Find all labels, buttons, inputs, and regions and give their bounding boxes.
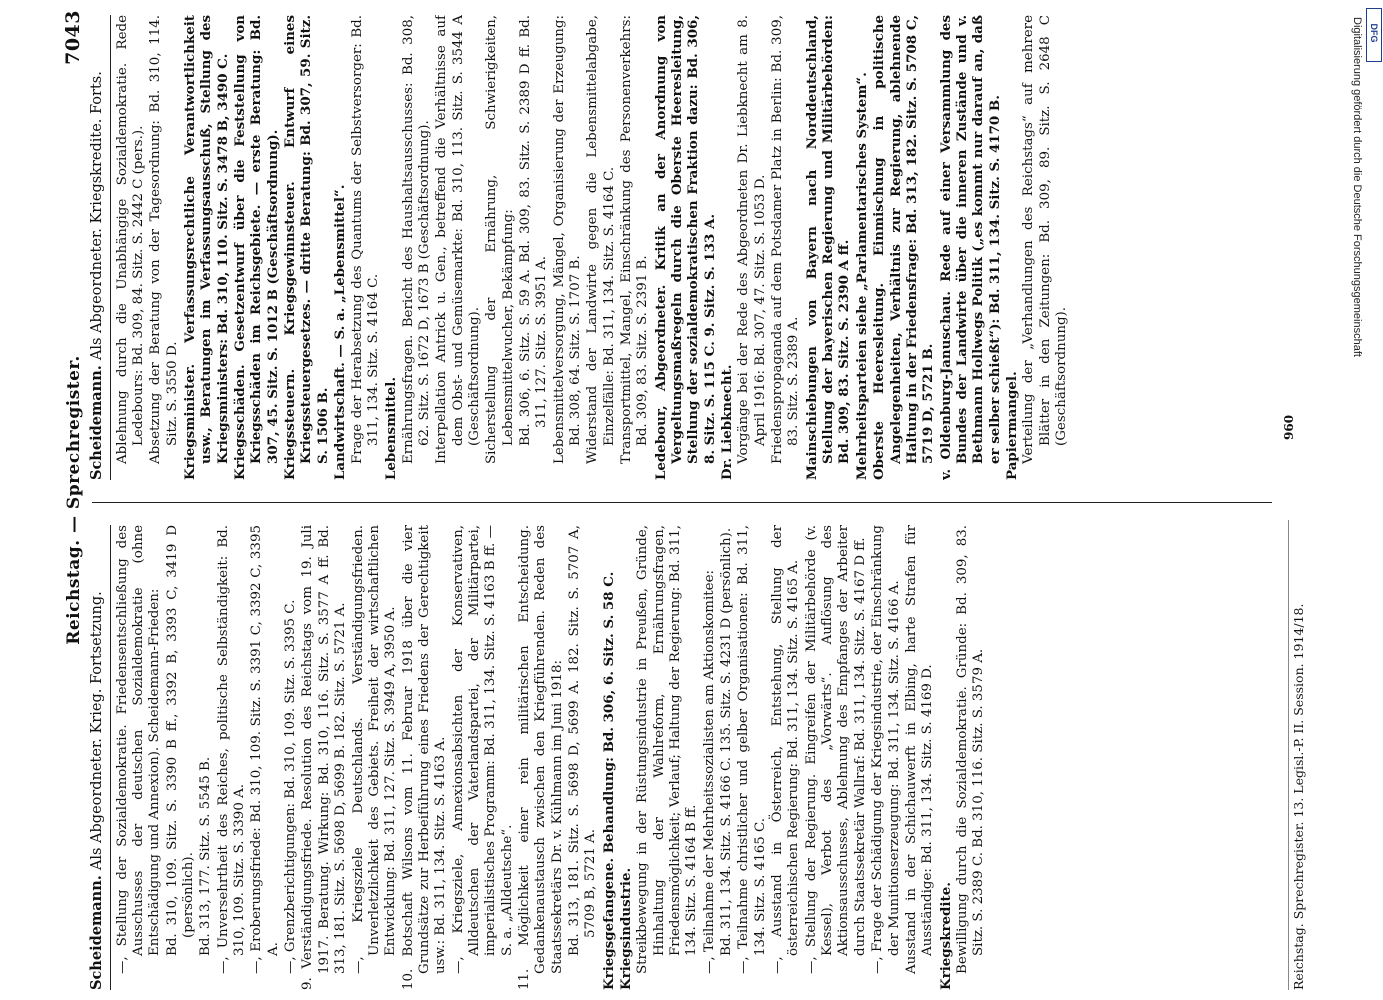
register-entry: Interpellation Antrick u. Gen., betreffend die Verhältnisse auf dem Obst- und Gemüsemarkte: Bd. 310, 113. Sitz. S. 3544 A (Geschäftsordnung). <box>434 15 482 464</box>
page-header <box>60 0 90 1000</box>
register-entry: Kriegsminister. Verfassungsrechtliche Verantwortlichkeit usw., Beratungen im Verfassungsausschuß, Stellung des Kriegsministers: Bd. 310, 110. Sitz. S. 3478 B, 3490 C. <box>182 15 231 480</box>
register-entry: Ernährungsfragen. Bericht des Haushaltsausschusses: Bd. 308, 62. Sitz. S. 1672 D, 1673 B (Geschäftsordnung). <box>400 15 432 464</box>
register-entry: Dr. Liebknecht. <box>719 364 736 480</box>
register-entry: Bd. 310, 109. Sitz. S. 3390 B ff., 3392 B, 3393 C, 3419 D (persönlich). <box>164 525 197 956</box>
right-column <box>88 15 1278 480</box>
left-heading-sub: Als Abgeordneter. Krieg. Fortsetzung. <box>89 591 105 871</box>
left-column-heading <box>88 525 111 990</box>
register-entry: Verteilung der „Verhandlungen des Reichstags“ auf mehrere Blätter in den Zeitungen: Bd. 309, 89. Sitz. S. 2648 C (Geschäftsordnung). <box>1021 15 1069 464</box>
register-entry: —, Kriegsziele, Annexionsabsichten der Konservativen, Alldeutschen der Vaterlandspartei, der Militärpartei, imperialistisches Programm: Bd. 311, 134. Sitz. S. 4163 B ff. — S. a. „Alldeutsche“. <box>450 525 515 974</box>
register-entry: —, Stellung der Regierung. Eingreifen der Militärbehörde (v. Kessel), Verbot des „Vorwärts“. Auflösung des Aktionsausschusses, Ablehnung des Empfanges der Arbeiter durch Staatssekretär Wallraf: Bd. 311, 134. Sitz. S. 4167 D ff. <box>803 525 868 974</box>
register-entry: Frage der Herabsetzung des Quantums der Selbstversorger: Bd. 311, 134. Sitz. S. 4164 C. <box>349 15 381 464</box>
register-entry: Bd. 311, 134. Sitz. S. 4166 C. 135. Sitz. S. 4231 D (persönlich). <box>719 527 735 956</box>
register-entry: Landwirtschaft. — S. a. „Lebensmittel“. <box>332 184 349 480</box>
register-entry: Ablehnung durch die Unabhängige Sozialdemokratie. Rede Ledebours: Bd. 309, 84. Sitz. S. 2442 C (pers.). <box>114 15 147 464</box>
register-entry: Lebensmittel. <box>383 377 400 480</box>
register-entry: —, Grenzberichtigungen: Bd. 310, 109. Sitz. S. 3395 C. <box>283 599 299 974</box>
register-entry: Bd. 306, 6. Sitz. S. 59 A. Bd. 309, 83. Sitz. S. 2389 D ff. Bd. 311, 127. Sitz. S. 3951 A. <box>517 15 550 446</box>
sidebar <box>1351 0 1383 1000</box>
column-divider <box>92 502 1272 503</box>
register-entry: Papiermangel. <box>1003 371 1020 480</box>
register-entry: —, Teilnahme der Mehrheitssozialisten am Aktionskomitee: <box>701 569 717 974</box>
register-entry: Mehrheitsparteien siehe „Parlamentarisches System“. <box>853 72 870 480</box>
funding-notice: Digitalisierung gefördert durch die Deutsche Forschungsgemeinschaft <box>1351 17 1363 357</box>
register-entry: Kriegskredite. <box>937 882 954 990</box>
register-entry: —, Stellung der Sozialdemokratie. Friedensentschließung des Ausschusses der deutschen Sozialdemokratie (ohne Entschädigung und Annexion). Scheidemann-Frieden: <box>114 525 163 974</box>
register-entry: —, Kriegsziele Deutschlands. Verständigungsfrieden. Unverletzlichkeit des Gebiets. Freiheit der wirtschaftlichen Entwicklung: Bd. 311, 127. Sitz. S. 3949 A, 3950 A. <box>350 525 399 974</box>
register-entry: Bd. 313, 181. Sitz. S. 5698 D, 5699 A. 182. Sitz. S. 5707 A, 5709 B, 5721 A. <box>566 525 599 956</box>
register-entry: 11. Möglichkeit einer rein militärischen Entscheidung. Gedankenaustausch zwischen den Kriegführenden. Reden des Staatssekretärs Dr. v. Kühlmann im Juni 1918: <box>516 525 565 990</box>
register-entry: Bewilligung durch die Sozialdemokratie. Gründe: Bd. 309, 83. Sitz. S. 2389 C. Bd. 310, 116. Sitz. S. 3579 A. <box>954 525 987 974</box>
register-entry: —, Ausstand in Österreich, Entstehung, Stellung der österreichischen Regierung: Bd. 311, 134. Sitz. S. 4165 A. <box>770 525 802 974</box>
register-entry: —, Unversehrtheit des Reiches, politische Selbständigkeit: Bd. 310, 109. Sitz. S. 3390 A. <box>215 525 248 974</box>
left-entries <box>115 525 988 990</box>
left-column <box>88 525 1278 990</box>
register-entry: Kriegsschäden. Gesetzentwurf über die Feststellung von Kriegsschäden im Reichsgebiete. — erste Beratung: Bd. 307, 45. Sitz. S. 1012 B (Geschäftsordnung). <box>232 15 281 480</box>
register-entry: Kriegsgefangene. Behandlung: Bd. 306, 6. Sitz. S. 58 C. <box>600 571 617 990</box>
register-entry: Mainschiebungen von Bayern nach Norddeutschland, Stellung der bayerischen Regierung und Militärbehörden: Bd. 309, 83. Sitz. S. 2390 A ff. <box>803 15 853 480</box>
register-entry: Lebensmittelversorgung, Mängel, Organisierung der Erzeugung: Bd. 308, 64. Sitz. S. 1707 B. <box>551 15 583 464</box>
page-title: Reichstag. — Sprechregister. <box>64 355 84 645</box>
register-entry: Absetzung der Beratung von der Tagesordnung: Bd. 310, 114. Sitz. S. 3550 D. <box>148 15 180 464</box>
register-entry: Ausstand in der Schichauwerft in Elbing, harte Strafen für Ausständige: Bd. 311, 134. Sitz. S. 4169 D. <box>903 525 936 974</box>
register-entry: Kriegsindustrie. <box>618 867 634 990</box>
dfg-logo-text: DFG <box>1369 23 1379 43</box>
register-entry: —, Eroberungsfriede: Bd. 310, 109. Sitz. S. 3391 C, 3392 C, 3395 A. <box>249 525 281 974</box>
register-entry: —, Frage der Schädigung der Kriegsindustrie, der Einschränkung der Munitionserzeugung: Bd. 311, 134. Sitz. S. 4166 A. <box>870 525 902 974</box>
register-entry: Ledebour, Abgeordneter. Kritik an der Anordnung von Vergeltungsmaßregeln durch die Oberste Heeresleitung, Stellung der sozialdemokratischen Fraktion dazu: Bd. 306, 8. Sitz. S. 115 C. 9. Sitz. S. 133 A. <box>652 15 718 480</box>
footer-left: Reichstag. Sprechregister. 13. Legisl.-P. II. Session. 1914/18. <box>1288 520 1306 990</box>
register-entry: v. Oldenburg-Januschau. Rede auf einer Versammlung des Bundes der Landwirte über die inneren Zustände und v. Bethmann Hollwegs Politik („es kommt nur darauf an, daß er selber schießt“): Bd. 311, 134. Sitz. S. 4170 B. <box>937 15 1003 480</box>
register-entry: Sicherstellung der Ernährung, Schwierigkeiten, Lebensmittelwucher, Bekämpfung: <box>484 15 516 464</box>
register-entry: Transportmittel, Mangel, Einschränkung des Personenverkehrs: Bd. 309, 83. Sitz. S. 2391 B. <box>619 15 651 464</box>
register-entry: Vorgänge bei der Rede des Abgeordneten Dr. Liebknecht am 8. April 1916: Bd. 307, 47. Sitz. S. 1053 D. <box>736 15 768 464</box>
register-entry: Widerstand der Landwirte gegen die Lebensmittelabgabe, Einzelfälle: Bd. 311, 134. Sitz. S. 4164 C. <box>585 15 617 464</box>
rotated-page <box>60 0 1320 1000</box>
footer-right: 960 <box>1282 414 1296 440</box>
register-entry: Bd. 313, 177. Sitz. S. 5545 B. <box>198 756 214 956</box>
register-entry: —, Teilnahme christlicher und gelber Organisationen: Bd. 311, 134. Sitz. S. 4165 C. <box>736 525 768 974</box>
left-heading-name: Scheidemann. <box>88 875 105 990</box>
right-column-heading <box>88 15 111 480</box>
page-number: 7043 <box>62 10 84 65</box>
register-entry: 9. Verständigungsfriede. Resolution des Reichstags vom 19. Juli 1917. Beratung. Wirkung: Bd. 310, 116. Sitz. S. 3577 A ff. Bd. 313, 181. Sitz. S. 5698 D, 5699 B. 182. Sitz. S. 5721 A. <box>300 525 349 990</box>
register-entry: Streikbewegung in der Rüstungsindustrie in Preußen, Gründe, Hinhaltung der Wahlreform, Ernährungsfragen, Friedensmöglichkeit; Verlauf; Haltung der Regierung: Bd. 311, 134. Sitz. S. 4164 B ff. <box>635 525 700 974</box>
right-entries <box>115 15 1071 480</box>
register-entry: Oberste Heeresleitung. Einmischung in politische Angelegenheiten, Verhältnis zur Regierung, ablehnende Haltung in der Friedensfrage: Bd. 313, 182. Sitz. S. 5708 C, 5719 D, 5721 B. <box>871 15 937 480</box>
register-entry: 10. Botschaft Wilsons vom 11. Februar 1918 über die vier Grundsätze zur Herbeiführung eines Friedens der Gerechtigkeit usw.: Bd. 311, 134. Sitz. S. 4163 A. <box>400 525 449 990</box>
right-heading-sub: Als Abgeordneter. Kriegskredite. Forts. <box>89 71 105 361</box>
right-heading-name: Scheidemann. <box>88 365 105 480</box>
register-entry: Kriegssteuern. Kriegsgewinnsteuer. Entwurf eines Kriegssteuergesetzes. — dritte Beratung: Bd. 307, 59. Sitz. S. 1506 B. <box>282 15 331 480</box>
register-entry: Friedenspropaganda auf dem Potsdamer Platz in Berlin: Bd. 309, 83. Sitz. S. 2389 A. <box>770 15 802 464</box>
